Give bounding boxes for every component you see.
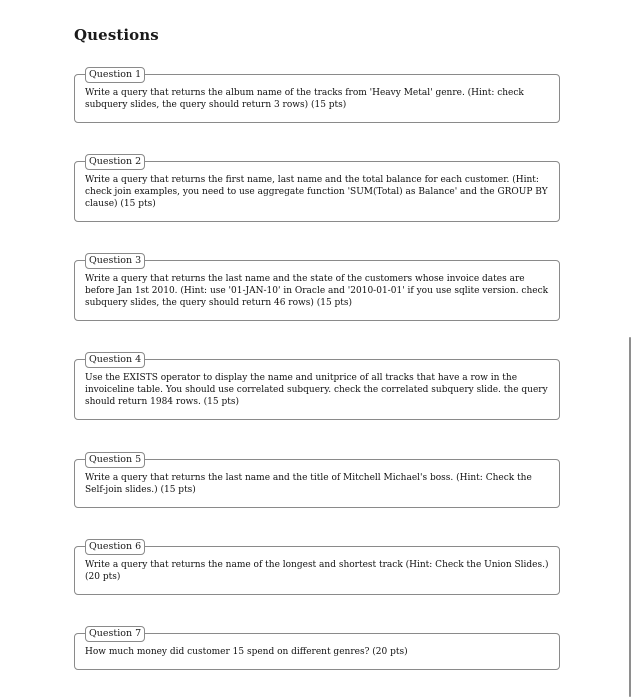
question-text-2: Write a query that returns the first name, last name and the total balance for each customer. (Hint: check join examples, you need to use aggregate function 'SUM(Total) as Balance' and the GROUP BY clause) (15 pts) bbox=[85, 175, 548, 209]
question-card-4 bbox=[74, 354, 560, 420]
question-card-3 bbox=[74, 255, 560, 321]
question-text-1: Write a query that returns the album name of the tracks from 'Heavy Metal' genre. (Hint: check subquery slides, the query should return 3 rows) (15 pts) bbox=[85, 88, 524, 110]
question-label-5: Question 5 bbox=[85, 452, 145, 468]
question-text-3: Write a query that returns the last name and the state of the customers whose invoice dates are before Jan 1st 2010. (Hint: use '01-JAN-10' in Oracle and '2010-01-01' if you use sqlite version. check subquery slides, the query should return 46 rows) (15 pts) bbox=[85, 274, 549, 308]
page-title: Questions bbox=[74, 26, 159, 44]
vertical-scrollbar[interactable] bbox=[629, 337, 631, 697]
question-label-4: Question 4 bbox=[85, 352, 145, 368]
question-text-5: Write a query that returns the last name and the title of Mitchell Michael's boss. (Hint: Check the Self-join slides.) (15 pts) bbox=[85, 473, 532, 495]
question-label-2: Question 2 bbox=[85, 154, 145, 170]
question-card-5 bbox=[74, 454, 560, 508]
question-text-4: Use the EXISTS operator to display the name and unitprice of all tracks that have a row in the invoiceline table. You should use correlated subquery. check the correlated subquery slide. the query should return 1984 rows. (15 pts) bbox=[85, 373, 548, 407]
question-label-1: Question 1 bbox=[85, 67, 145, 83]
question-card-6 bbox=[74, 541, 560, 595]
question-label-7: Question 7 bbox=[85, 626, 145, 642]
question-card-7 bbox=[74, 628, 560, 670]
question-card-1 bbox=[74, 69, 560, 123]
question-label-3: Question 3 bbox=[85, 253, 145, 269]
question-card-2 bbox=[74, 156, 560, 222]
question-text-7: How much money did customer 15 spend on different genres? (20 pts) bbox=[85, 647, 408, 657]
question-text-6: Write a query that returns the name of the longest and shortest track (Hint: Check the Union Slides.) (20 pts) bbox=[85, 560, 549, 582]
question-label-6: Question 6 bbox=[85, 539, 145, 555]
